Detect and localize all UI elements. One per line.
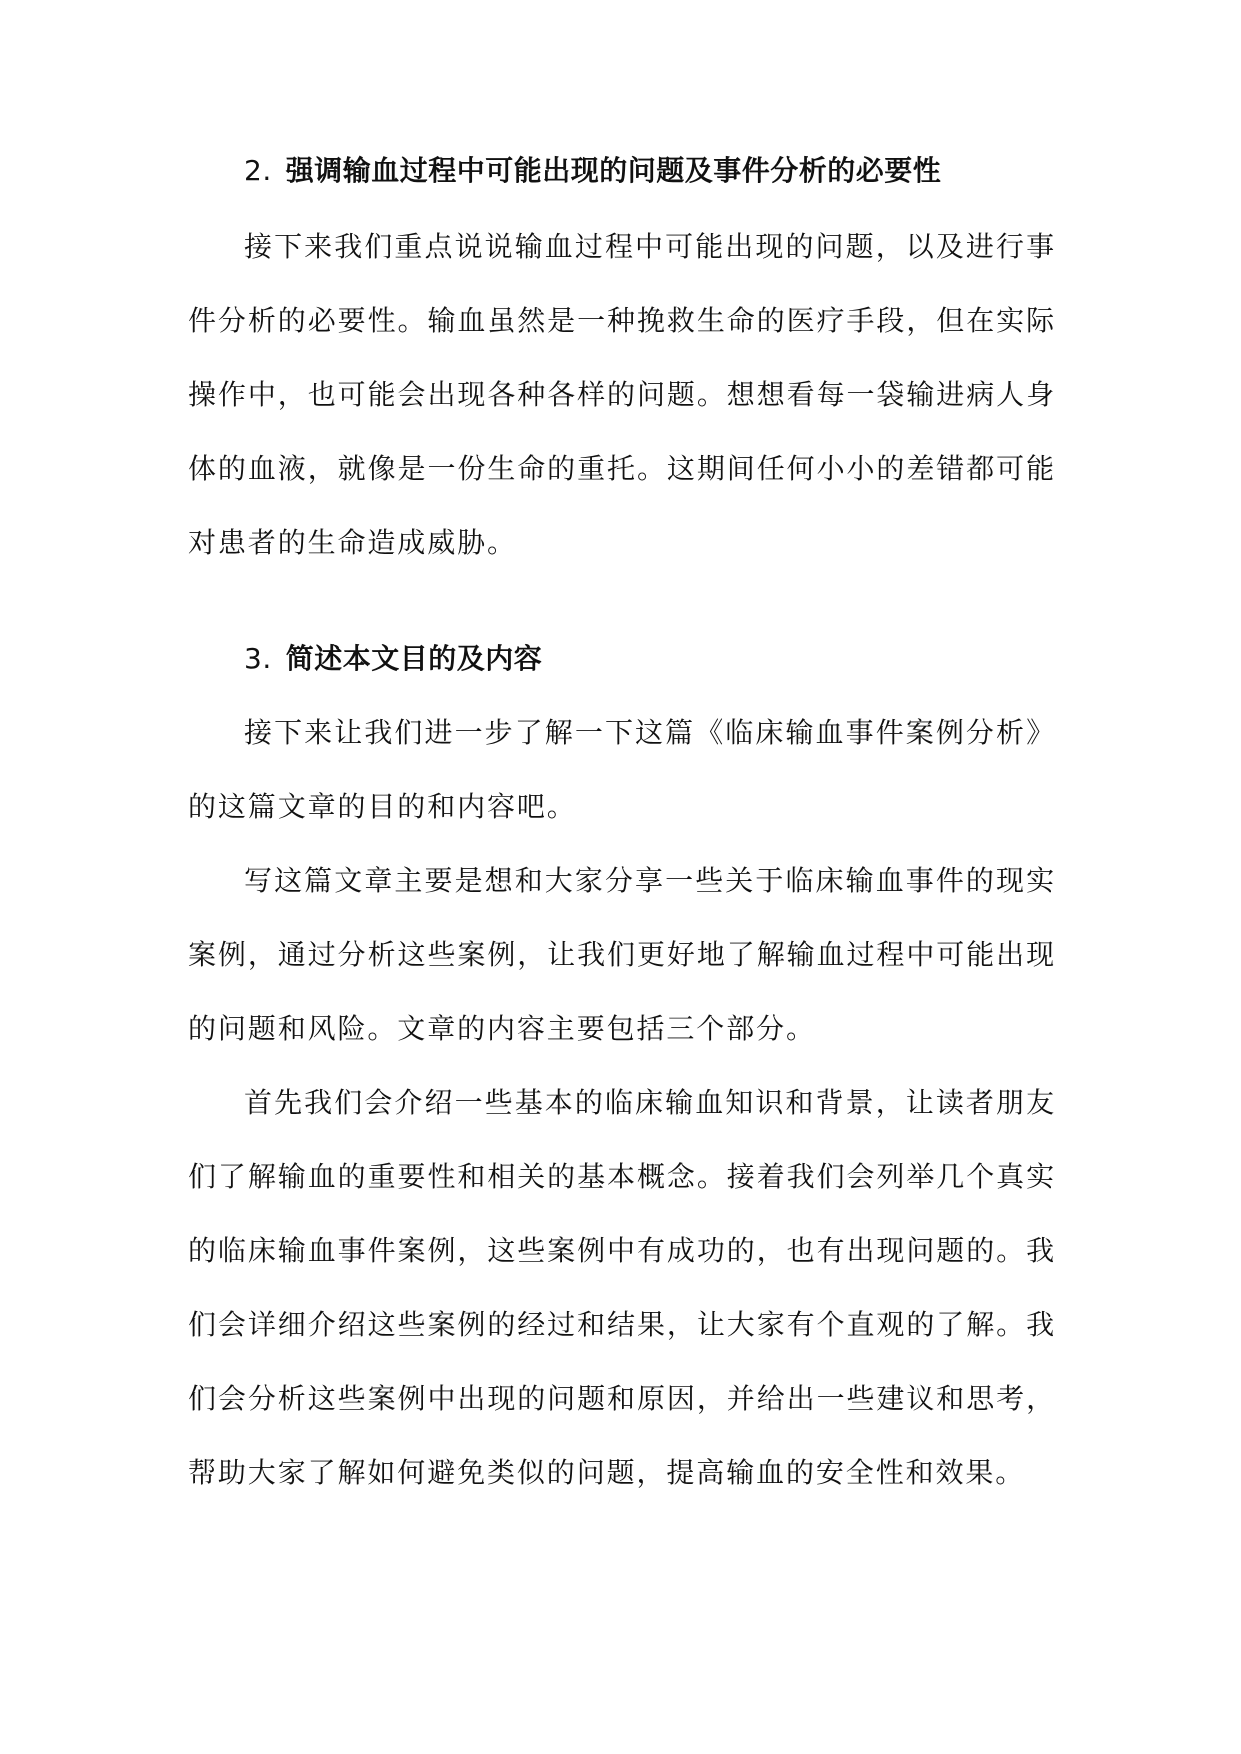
paragraph: 接下来我们重点说说输血过程中可能出现的问题，以及进行事件分析的必要性。输血虽然是一种挽救生命的医疗手段，但在实际操作中，也可能会出现各种各样的问题。想想看每一袋输进病人身体的血液，就像是一份生命的重托。这期间任何小小的差错都可能对患者的生命造成威胁。 (188, 230, 1056, 559)
section-title: 强调输血过程中可能出现的问题及事件分析的必要性 (285, 154, 942, 187)
paragraph: 首先我们会介绍一些基本的临床输血知识和背景，让读者朋友们了解输血的重要性和相关的基本概念。接着我们会列举几个真实的临床输血事件案例，这些案例中有成功的，也有出现问题的。我们会详细介绍这些案例的经过和结果，让大家有个直观的了解。我们会分析这些案例中出现的问题和原因，并给出一些建议和思考，帮助大家了解如何避免类似的问题，提高输血的安全性和效果。 (188, 1086, 1056, 1489)
section-number: 2. (244, 154, 272, 187)
section-number: 3. (244, 642, 272, 675)
section-heading-2 (188, 140, 1056, 202)
document-body (188, 140, 1056, 1510)
section-title: 简述本文目的及内容 (285, 642, 543, 675)
paragraph: 接下来让我们进一步了解一下这篇《临床输血事件案例分析》的这篇文章的目的和内容吧。 (188, 716, 1056, 823)
paragraph: 写这篇文章主要是想和大家分享一些关于临床输血事件的现实案例，通过分析这些案例，让我们更好地了解输血过程中可能出现的问题和风险。文章的内容主要包括三个部分。 (188, 864, 1056, 1045)
section-heading-3 (188, 628, 1056, 690)
